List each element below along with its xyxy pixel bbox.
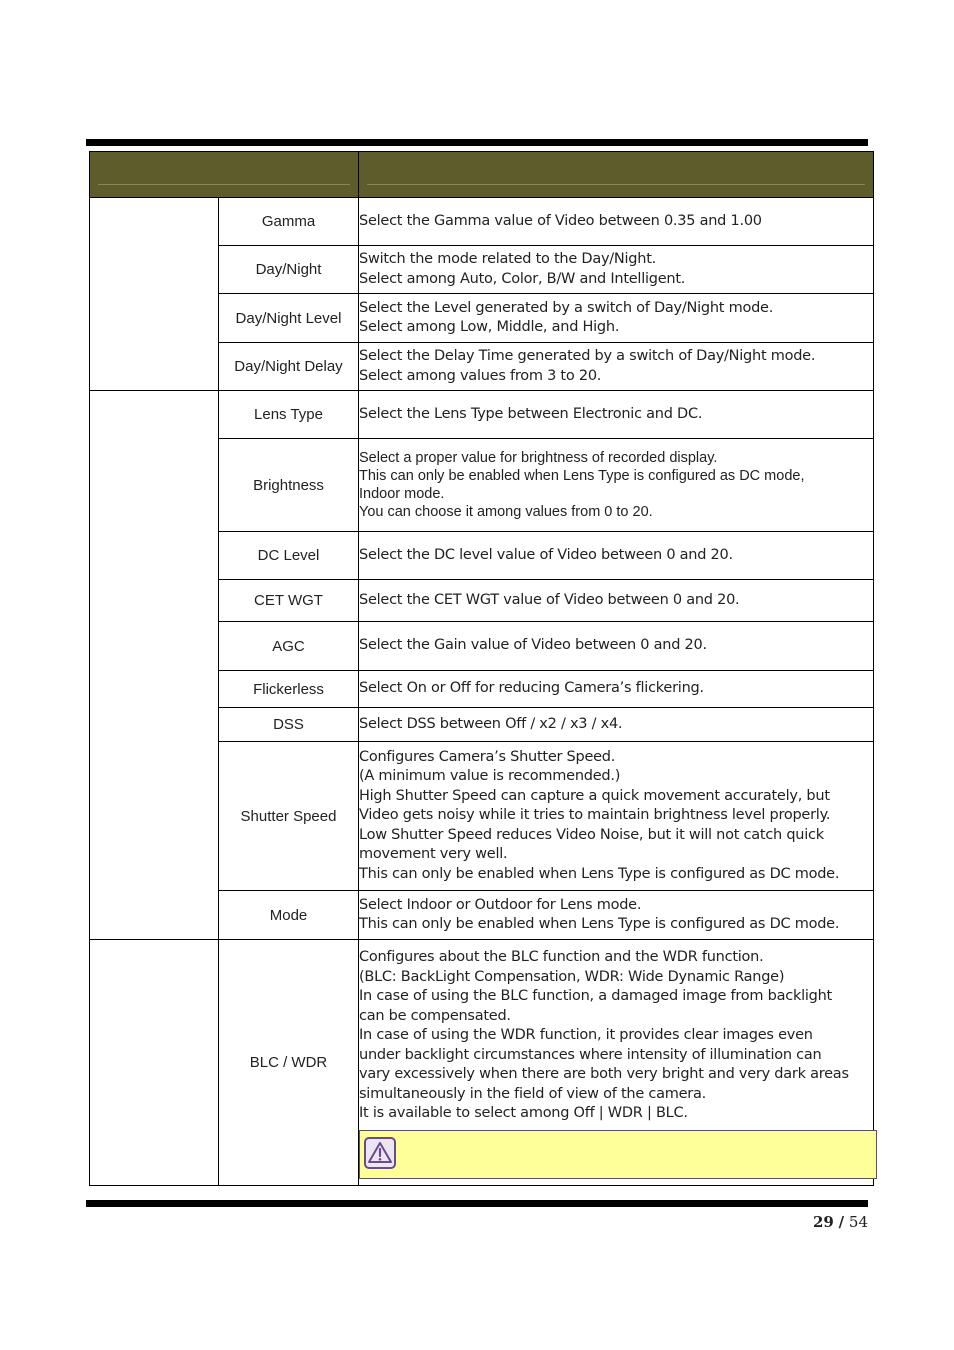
settings-table (89, 151, 874, 1186)
setting-name: Mode (219, 891, 359, 940)
table-header-row (90, 152, 874, 198)
setting-name: Shutter Speed (219, 742, 359, 891)
warning-note (359, 1130, 877, 1179)
table-row (90, 198, 874, 246)
page-number (813, 1213, 868, 1231)
setting-name: DC Level (219, 532, 359, 580)
bottom-rule (86, 1200, 868, 1207)
setting-description: Select the Gain value of Video between 0 and 20. (359, 622, 874, 671)
setting-name: AGC (219, 622, 359, 671)
setting-name: Day/Night Delay (219, 343, 359, 391)
category-cell (90, 198, 219, 391)
setting-description: Select On or Off for reducing Camera’s flickering. (359, 671, 874, 708)
current-page: 29 (812, 1213, 834, 1231)
header-cell-category (90, 152, 359, 198)
setting-name: Day/Night Level (219, 294, 359, 343)
setting-description: Select the Gamma value of Video between 0.35 and 1.00 (359, 198, 874, 246)
setting-description: Select the DC level value of Video between 0 and 20. (359, 532, 874, 580)
header-cell-description (359, 152, 874, 198)
setting-name: Day/Night (219, 246, 359, 294)
table-row (90, 940, 874, 1186)
setting-description: Switch the mode related to the Day/Night. Select among Auto, Color, B/W and Intelligent. (359, 246, 874, 294)
setting-name: DSS (219, 708, 359, 742)
setting-description: Select the CET WGT value of Video between 0 and 20. (359, 580, 874, 622)
table-row (90, 391, 874, 439)
setting-description: Configures about the BLC function and the WDR function. (BLC: BackLight Compensation, WDR: Wide Dynamic Range) In case of using the BLC function, a damaged image from backlight can be compensated. In case of using the WDR function, it provides clear images even under backlight circumstances where intensity of illumination can vary excessively when there are both very bright and very dark areas simultaneously in the field of view of the camera. It is available to select among Off | WDR | BLC. (359, 940, 874, 1186)
warning-icon (364, 1137, 396, 1169)
setting-name: Flickerless (219, 671, 359, 708)
setting-description: Select a proper value for brightness of recorded display. This can only be enabled when Lens Type is configured as DC mode, Indoor mode. You can choose it among values from 0 to 20. (359, 439, 874, 532)
setting-description: Select the Delay Time generated by a switch of Day/Night mode. Select among values from 3 to 20. (359, 343, 874, 391)
category-cell (90, 391, 219, 940)
setting-description: Select the Lens Type between Electronic and DC. (359, 391, 874, 439)
top-rule (86, 139, 868, 146)
setting-description: Select Indoor or Outdoor for Lens mode. This can only be enabled when Lens Type is configured as DC mode. (359, 891, 874, 940)
setting-name: Lens Type (219, 391, 359, 439)
setting-name: CET WGT (219, 580, 359, 622)
page-separator: / (838, 1213, 845, 1231)
setting-name: Brightness (219, 439, 359, 532)
setting-description: Configures Camera’s Shutter Speed. (A minimum value is recommended.) High Shutter Speed can capture a quick movement accurately, but Video gets noisy while it tries to maintain brightness level properly. Low Shutter Speed reduces Video Noise, but it will not catch quick movement very well. This can only be enabled when Lens Type is configured as DC mode. (359, 742, 874, 891)
setting-description: Select DSS between Off / x2 / x3 / x4. (359, 708, 874, 742)
category-cell (90, 940, 219, 1186)
total-pages: 54 (848, 1213, 868, 1231)
setting-name: Gamma (219, 198, 359, 246)
setting-name: BLC / WDR (219, 940, 359, 1186)
setting-description: Select the Level generated by a switch of Day/Night mode. Select among Low, Middle, and High. (359, 294, 874, 343)
